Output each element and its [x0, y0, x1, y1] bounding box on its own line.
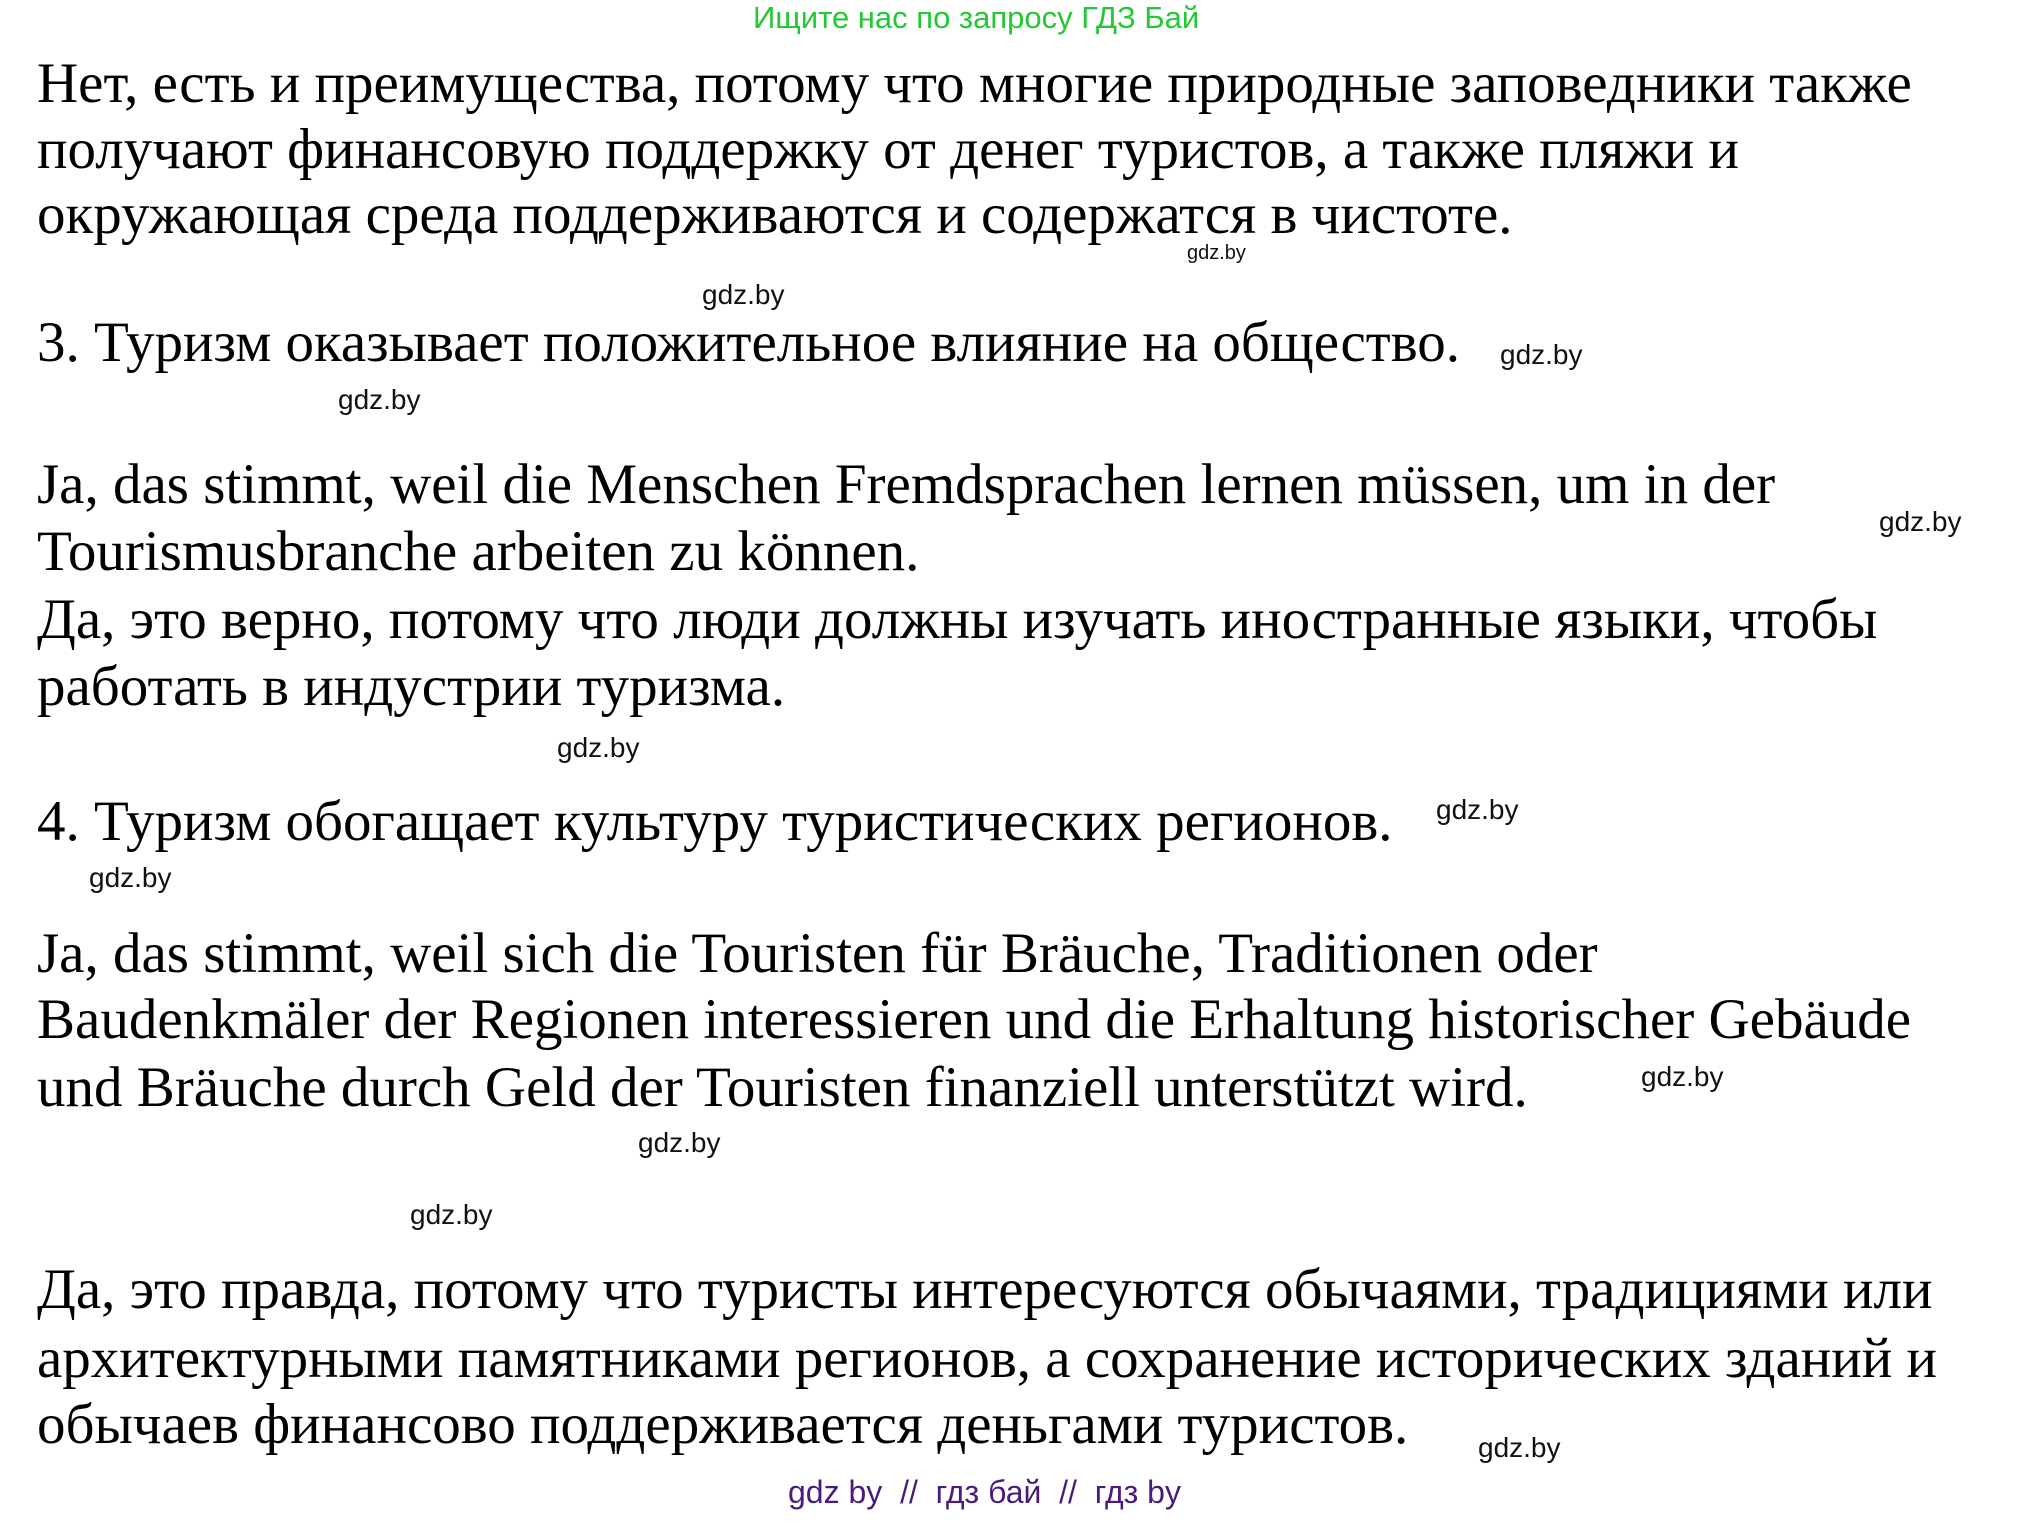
paragraph-line: окружающая среда поддерживаются и содержатся в чистоте. — [37, 183, 1513, 246]
paragraph-line: Ja, das stimmt, weil die Menschen Fremdsprachen lernen müssen, um in der — [37, 453, 1776, 516]
watermark: gdz.by — [1478, 1432, 1561, 1463]
paragraph-line: архитектурными памятниками регионов, а сохранение исторических зданий и — [37, 1327, 1938, 1390]
watermark: gdz.by — [702, 279, 785, 310]
statement-heading-3: 3. Туризм оказывает положительное влияние на общество. — [37, 311, 1460, 374]
watermark: gdz.by — [1500, 339, 1583, 370]
paragraph-line: Да, это верно, потому что люди должны изучать иностранные языки, чтобы — [37, 588, 1878, 651]
watermark: gdz.by — [557, 732, 640, 763]
paragraph-line: обычаев финансово поддерживается деньгами туристов. — [37, 1393, 1409, 1456]
paragraph-line: работать в индустрии туризма. — [37, 655, 786, 718]
watermark: gdz.by — [1641, 1061, 1724, 1092]
paragraph-line: Нет, есть и преимущества, потому что многие природные заповедники также — [37, 52, 1912, 115]
paragraph-line: Да, это правда, потому что туристы интересуются обычаями, традициями или — [37, 1258, 1933, 1321]
watermark: gdz.by — [1187, 242, 1246, 264]
paragraph-line: und Bräuche durch Geld der Touristen finanziell unterstützt wird. — [37, 1056, 1528, 1119]
footer-watermark-links: gdz by // гдз бай // гдз by — [788, 1474, 1181, 1510]
paragraph-line: Ja, das stimmt, weil sich die Touristen für Bräuche, Traditionen oder — [37, 922, 1598, 985]
watermark: gdz.by — [89, 862, 172, 893]
paragraph-line: Tourismusbranche arbeiten zu können. — [37, 520, 920, 583]
watermark: gdz.by — [1879, 506, 1962, 537]
search-hint-header: Ищите нас по запросу ГДЗ Бай — [753, 0, 1200, 35]
paragraph-line: получают финансовую поддержку от денег туристов, а также пляжи и — [37, 118, 1739, 181]
watermark: gdz.by — [410, 1199, 493, 1230]
statement-heading-4: 4. Туризм обогащает культуру туристических регионов. — [37, 790, 1393, 853]
watermark: gdz.by — [1436, 794, 1519, 825]
watermark: gdz.by — [638, 1127, 721, 1158]
watermark: gdz.by — [338, 384, 421, 415]
paragraph-line: Baudenkmäler der Regionen interessieren und die Erhaltung historischer Gebäude — [37, 988, 1912, 1051]
